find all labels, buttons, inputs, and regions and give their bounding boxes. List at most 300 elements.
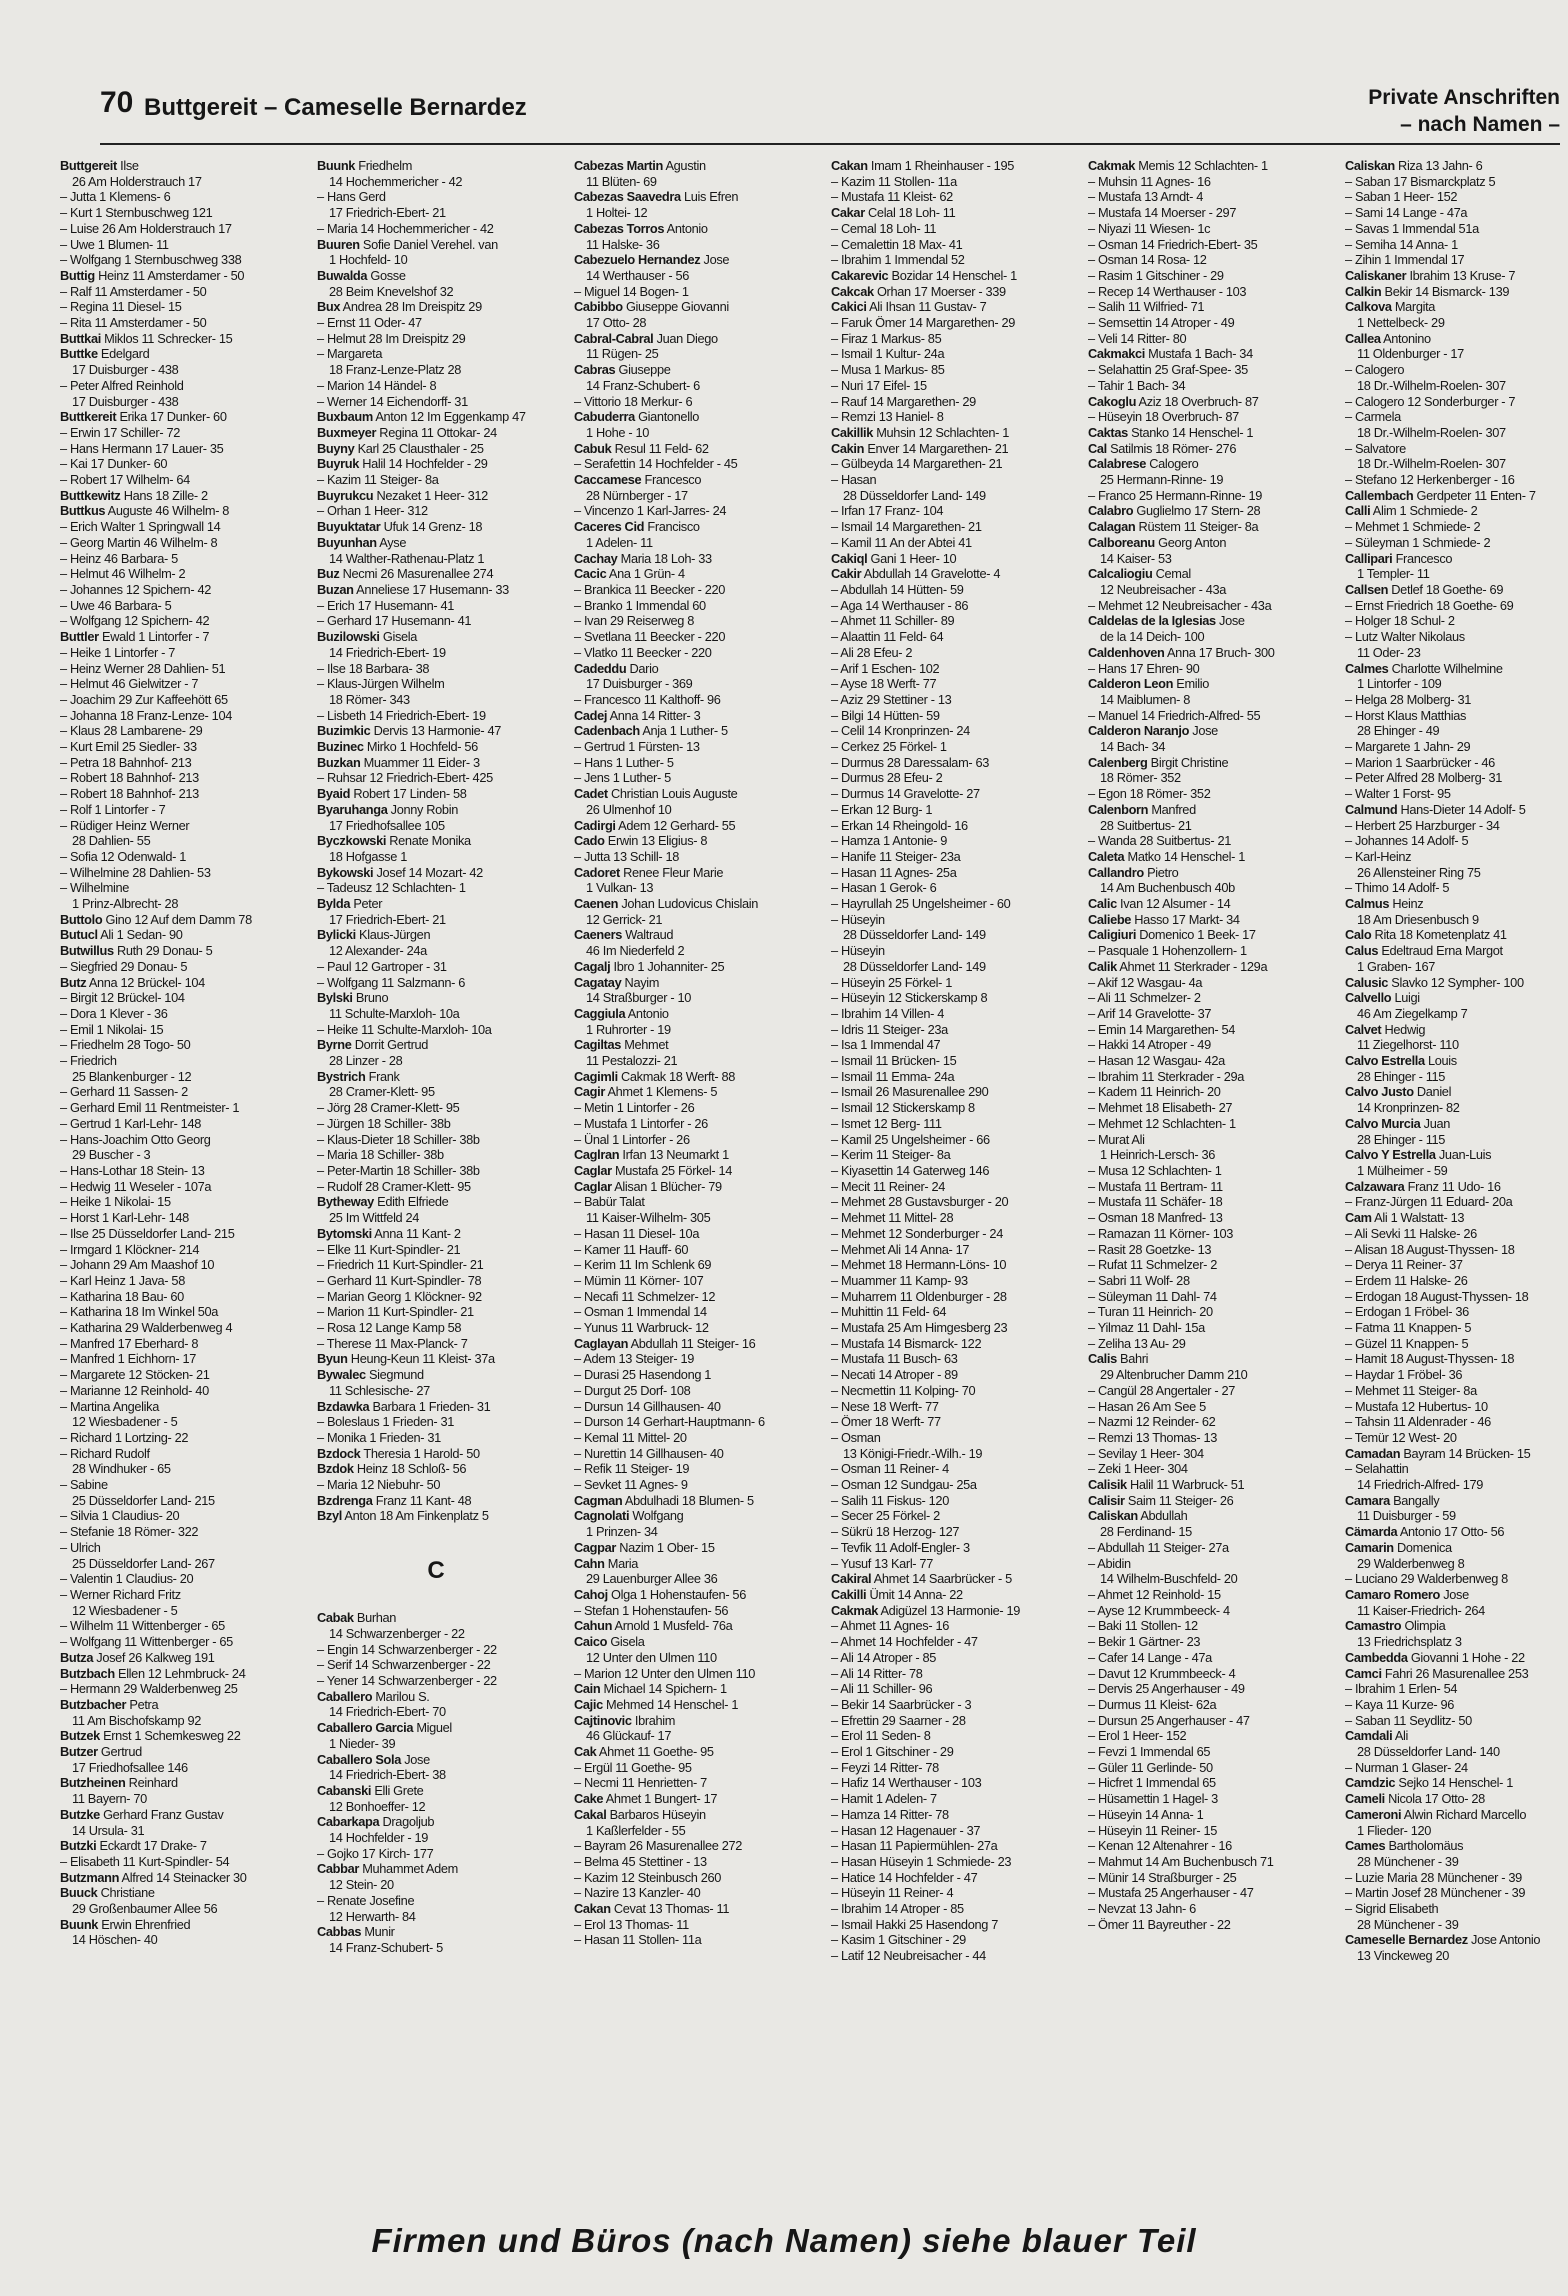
directory-entry: Cakan Cevat 13 Thomas- 11: [574, 1901, 730, 1917]
directory-entry: Cagman Abdulhadi 18 Blumen- 5: [574, 1492, 754, 1508]
directory-subentry: – Mustafa 13 Arndt- 4: [1088, 189, 1204, 205]
directory-entry: Caballero Garcia Miguel: [317, 1720, 452, 1736]
directory-entry-continuation: 1 Heinrich-Lersch- 36: [1100, 1147, 1215, 1163]
directory-entry: Cabezas Torros Antonio: [574, 220, 708, 236]
directory-subentry: – Vlatko 11 Beecker - 220: [574, 644, 712, 660]
directory-subentry: – Selahattin: [1345, 1461, 1409, 1477]
directory-subentry: – Erwin 17 Schiller- 72: [60, 424, 180, 440]
directory-entry: Buttler Ewald 1 Lintorfer - 7: [60, 629, 210, 645]
directory-subentry: – Yusuf 13 Karl- 77: [831, 1555, 933, 1571]
directory-entry-continuation: 11 Halske- 36: [586, 236, 660, 252]
directory-subentry: – Sabine: [60, 1477, 108, 1493]
directory-subentry: – Hamza 14 Ritter- 78: [831, 1806, 949, 1822]
directory-subentry: – Jutta 1 Klemens- 6: [60, 189, 171, 205]
directory-entry-continuation: 1 Holtei- 12: [586, 205, 648, 221]
directory-entry: Butz Anna 12 Brückel- 104: [60, 974, 205, 990]
directory-subentry: – Abdullah 14 Hütten- 59: [831, 581, 964, 597]
directory-entry-continuation: 28 Düsseldorfer Land- 149: [843, 927, 986, 943]
directory-entry-continuation: 14 Ursula- 31: [72, 1822, 145, 1838]
directory-subentry: – Sevilay 1 Heer- 304: [1088, 1445, 1204, 1461]
directory-entry: Cabezas Martin Agustin: [574, 158, 706, 173]
directory-entry: Calderon Leon Emilio: [1088, 676, 1209, 692]
directory-entry: Caballero Sola Jose: [317, 1751, 430, 1767]
directory-entry: Butzmann Alfred 14 Steinacker 30: [60, 1869, 247, 1885]
directory-subentry: – Zeliha 13 Au- 29: [1088, 1335, 1186, 1351]
directory-entry-continuation: 1 Nettelbeck- 29: [1357, 315, 1445, 331]
directory-subentry: – Hans 1 Luther- 5: [574, 754, 674, 770]
directory-subentry: – Hans-Lothar 18 Stein- 13: [60, 1163, 205, 1178]
directory-subentry: – Friedhelm 28 Togo- 50: [60, 1037, 191, 1053]
directory-subentry: – Savas 1 Immendal 51a: [1345, 220, 1479, 236]
directory-entry-continuation: 26 Am Holderstrauch 17: [72, 173, 202, 189]
directory-entry: Bzdawka Barbara 1 Frieden- 31: [317, 1398, 491, 1414]
directory-subentry: – Tevfik 11 Adolf-Engler- 3: [831, 1539, 970, 1555]
directory-entry-continuation: 17 Duisburger - 438: [72, 362, 179, 378]
directory-entry-continuation: 1 Templer- 11: [1357, 566, 1430, 582]
directory-subentry: – Jutta 13 Schill- 18: [574, 848, 680, 864]
directory-entry-continuation: 29 Großenbaumer Allee 56: [72, 1901, 218, 1917]
directory-entry-continuation: 14 Friedrich-Alfred- 179: [1357, 1477, 1484, 1493]
directory-subentry: – Ibrahim 1 Erlen- 54: [1345, 1681, 1458, 1697]
directory-entry: Cakici Ali Ihsan 11 Gustav- 7: [831, 299, 987, 315]
directory-entry-continuation: 46 Am Ziegelkamp 7: [1357, 1005, 1468, 1021]
directory-entry: Buttkewitz Hans 18 Zille- 2: [60, 487, 208, 503]
directory-entry: Cadej Anna 14 Ritter- 3: [574, 707, 701, 723]
directory-entry-continuation: 1 Adelen- 11: [586, 534, 653, 550]
directory-subentry: – Kemal 11 Mittel- 20: [574, 1429, 687, 1445]
directory-subentry: – Marion 1 Saarbrücker - 46: [1345, 754, 1495, 770]
directory-subentry: – Musa 1 Markus- 85: [831, 362, 945, 378]
directory-subentry: – Faruk Ömer 14 Margarethen- 29: [831, 315, 1016, 331]
page-title: Buttgereit – Cameselle Bernardez: [144, 94, 527, 121]
directory-subentry: – Hafiz 14 Werthauser - 103: [831, 1775, 982, 1791]
directory-entry: Cakin Enver 14 Margarethen- 21: [831, 440, 1009, 456]
directory-subentry: – Belma 45 Stettiner - 13: [574, 1853, 707, 1869]
directory-entry: Callipari Francesco: [1345, 550, 1453, 566]
directory-entry-continuation: 18 Am Driesenbusch 9: [1357, 911, 1479, 927]
directory-subentry: – Ruhsar 12 Friedrich-Ebert- 425: [317, 770, 493, 786]
directory-subentry: – Ergül 11 Goethe- 95: [574, 1759, 692, 1775]
directory-entry: Buttgereit Ilse: [60, 158, 139, 173]
directory-entry-continuation: 28 Nürnberger - 17: [586, 487, 688, 503]
directory-subentry: – Hans 17 Ehren- 90: [1088, 660, 1200, 676]
directory-subentry: – Hüseyin 14 Anna- 1: [1088, 1806, 1204, 1822]
directory-subentry: – Wolfgang 12 Spichern- 42: [60, 613, 210, 629]
directory-subentry: – Hasan 11 Stollen- 11a: [574, 1932, 702, 1948]
directory-entry: Caliebe Hasso 17 Markt- 34: [1088, 911, 1240, 927]
directory-subentry: – Refik 11 Steiger- 19: [574, 1461, 690, 1477]
directory-entry: Buwalda Gosse: [317, 267, 406, 283]
directory-entry: Byun Heung-Keun 11 Kleist- 37a: [317, 1351, 495, 1367]
directory-subentry: – Egon 18 Römer- 352: [1088, 786, 1211, 802]
directory-entry: Buzan Anneliese 17 Husemann- 33: [317, 581, 509, 597]
directory-subentry: – Adem 13 Steiger- 19: [574, 1351, 694, 1367]
directory-subentry: – Sigrid Elisabeth: [1345, 1901, 1439, 1917]
directory-subentry: – Yilmaz 11 Dahl- 15a: [1088, 1320, 1205, 1336]
directory-entry: Cakmak Adigüzel 13 Harmonie- 19: [831, 1602, 1021, 1618]
directory-entry-continuation: 18 Römer- 343: [329, 691, 410, 707]
directory-entry: Cagimli Cakmak 18 Werft- 88: [574, 1068, 736, 1084]
directory-entry: Calvello Luigi: [1345, 990, 1420, 1006]
directory-subentry: – Margarete 1 Jahn- 29: [1345, 739, 1471, 755]
directory-entry: Caliskan Riza 13 Jahn- 6: [1345, 158, 1483, 173]
directory-entry-continuation: 11 Duisburger - 59: [1357, 1508, 1456, 1524]
directory-subentry: – Hayrullah 25 Ungelsheimer - 60: [831, 896, 1011, 912]
directory-subentry: – Silvia 1 Claudius- 20: [60, 1508, 180, 1524]
directory-entry-continuation: 28 Münchener - 39: [1357, 1916, 1459, 1932]
directory-subentry: – Ibrahim 14 Villen- 4: [831, 1005, 944, 1021]
directory-subentry: – Mustafa 25 Angerhauser - 47: [1088, 1885, 1254, 1901]
directory-subentry: – Hüseyin: [831, 943, 885, 959]
directory-entry: Calis Bahri: [1088, 1351, 1149, 1367]
directory-subentry: – Kazim 11 Steiger- 8a: [317, 472, 439, 488]
directory-entry-continuation: 11 Schlesische- 27: [329, 1382, 430, 1398]
section-letter: C: [427, 1557, 445, 1585]
directory-subentry: – Süleyman 1 Schmiede- 2: [1345, 534, 1491, 550]
directory-subentry: – Sami 14 Lange - 47a: [1345, 205, 1468, 221]
directory-subentry: – Mehmet 12 Sonderburger - 24: [831, 1225, 1003, 1241]
directory-subentry: – Rita 11 Amsterdamer - 50: [60, 315, 207, 331]
directory-entry-continuation: 12 Alexander- 24a: [329, 943, 427, 959]
directory-subentry: – Erol 11 Seden- 8: [831, 1728, 931, 1744]
directory-subentry: – Fevzi 1 Immendal 65: [1088, 1744, 1211, 1760]
directory-subentry: – Cangül 28 Angertaler - 27: [1088, 1382, 1236, 1398]
directory-entry: Cakilli Ümit 14 Anna- 22: [831, 1586, 963, 1602]
directory-subentry: – Walter 1 Forst- 95: [1345, 786, 1451, 802]
directory-entry-continuation: 25 Im Wittfeld 24: [329, 1210, 420, 1226]
directory-entry-continuation: 28 Dahlien- 55: [72, 833, 151, 849]
directory-subentry: – Ismail 14 Margarethen- 21: [831, 519, 982, 535]
directory-entry-continuation: 12 Stein- 20: [329, 1877, 394, 1893]
directory-subentry: – Cemalettin 18 Max- 41: [831, 236, 963, 252]
directory-subentry: – Efrettin 29 Saarner - 28: [831, 1712, 966, 1728]
directory-subentry: – Salih 11 Wilfried- 71: [1088, 299, 1205, 315]
directory-entry-continuation: 17 Friedrich-Ebert- 21: [329, 911, 446, 927]
directory-entry-continuation: 18 Franz-Lenze-Platz 28: [329, 362, 462, 378]
directory-entry-continuation: 1 Kaßlerfelder - 55: [586, 1822, 686, 1838]
directory-subentry: – Johanna 18 Franz-Lenze- 104: [60, 707, 232, 723]
directory-entry-continuation: 18 Hofgasse 1: [329, 848, 407, 864]
directory-subentry: – Arif 1 Eschen- 102: [831, 660, 940, 676]
directory-column-5: [1088, 158, 1326, 2176]
directory-subentry: – Rosa 12 Lange Kamp 58: [317, 1320, 462, 1336]
directory-entry: Bylicki Klaus-Jürgen: [317, 927, 431, 943]
directory-subentry: – Hedwig 11 Weseler - 107a: [60, 1178, 212, 1194]
directory-subentry: – Lutz Walter Nikolaus: [1345, 629, 1465, 645]
directory-entry: Camara Bangally: [1345, 1492, 1440, 1508]
directory-entry: Cabibbo Giuseppe Giovanni: [574, 299, 729, 315]
directory-subentry: – Kerim 11 Im Schlenk 69: [574, 1257, 712, 1273]
page-number: 70: [100, 86, 134, 119]
directory-subentry: – Serif 14 Schwarzenberger - 22: [317, 1657, 491, 1673]
directory-subentry: – Wilhelm 11 Wittenberger - 65: [60, 1618, 225, 1634]
directory-subentry: – Sükrü 18 Herzog- 127: [831, 1524, 960, 1540]
directory-subentry: – Ali 14 Ritter- 78: [831, 1665, 923, 1681]
directory-subentry: – Heike 11 Schulte-Marxloh- 10a: [317, 1021, 492, 1037]
directory-subentry: – Ulrich: [60, 1539, 101, 1555]
directory-subentry: – Güler 11 Gerlinde- 50: [1088, 1759, 1213, 1775]
directory-subentry: – Vincenzo 1 Karl-Jarres- 24: [574, 503, 727, 519]
directory-entry: Cameroni Alwin Richard Marcello: [1345, 1806, 1527, 1822]
directory-subentry: – Necati 14 Atroper - 89: [831, 1367, 958, 1383]
directory-subentry: – Kamil 11 An der Abtei 41: [831, 534, 972, 550]
directory-entry-continuation: 1 Ruhrorter - 19: [586, 1021, 671, 1037]
directory-subentry: – Kenan 12 Altenahrer - 16: [1088, 1838, 1232, 1854]
directory-entry-continuation: 11 Oldenburger - 17: [1357, 346, 1464, 362]
directory-subentry: – Wolfgang 1 Sternbuschweg 338: [60, 252, 242, 268]
directory-subentry: – Hüseyin 11 Reiner- 4: [831, 1885, 954, 1901]
directory-subentry: – Elke 11 Kurt-Spindler- 21: [317, 1241, 461, 1257]
directory-entry-continuation: 28 Beim Knevelshof 32: [329, 283, 454, 299]
directory-subentry: – Dursun 25 Angerhauser - 47: [1088, 1712, 1250, 1728]
directory-entry-continuation: 14 Friedrich-Ebert- 19: [329, 644, 446, 660]
directory-subentry: – Manfred 17 Eberhard- 8: [60, 1335, 199, 1351]
directory-subentry: – Helmut 28 Im Dreispitz 29: [317, 330, 466, 346]
directory-entry: Bzdok Heinz 18 Schloß- 56: [317, 1461, 467, 1477]
directory-subentry: – Hüseyin: [831, 911, 885, 927]
directory-subentry: – Osman 18 Manfred- 13: [1088, 1210, 1223, 1226]
directory-entry: Butzer Gertrud: [60, 1744, 142, 1760]
directory-subentry: – Nuri 17 Eifel- 15: [831, 377, 927, 393]
directory-subentry: – Hatice 14 Hochfelder - 47: [831, 1869, 978, 1885]
directory-entry: Calmund Hans-Dieter 14 Adolf- 5: [1345, 801, 1526, 817]
directory-entry: Cabuk Resul 11 Feld- 62: [574, 440, 709, 456]
directory-subentry: – Hüseyin 12 Stickerskamp 8: [831, 990, 988, 1006]
directory-subentry: – Erdem 11 Halske- 26: [1345, 1272, 1468, 1288]
directory-subentry: – Wilhelmine: [60, 880, 130, 896]
directory-entry: Cabezas Saavedra Luis Efren: [574, 189, 739, 205]
directory-subentry: – Zeki 1 Heer- 304: [1088, 1461, 1188, 1477]
directory-entry: Calli Alim 1 Schmiede- 2: [1345, 503, 1478, 519]
directory-entry: Cakar Celal 18 Loh- 11: [831, 205, 956, 221]
directory-subentry: – Ayse 18 Werft- 77: [831, 676, 937, 692]
directory-entry: Buunk Friedhelm: [317, 158, 413, 173]
directory-entry-continuation: 28 Münchener - 39: [1357, 1853, 1459, 1869]
directory-entry-continuation: 14 Höschen- 40: [72, 1932, 158, 1948]
directory-entry: Cadenbach Anja 1 Luther- 5: [574, 723, 728, 739]
directory-subentry: – Ahmet 11 Agnes- 16: [831, 1618, 949, 1634]
directory-subentry: – Muammer 11 Kamp- 93: [831, 1272, 968, 1288]
directory-subentry: – Ilse 25 Düsseldorfer Land- 215: [60, 1225, 235, 1241]
directory-subentry: – Cemal 18 Loh- 11: [831, 220, 937, 236]
directory-subentry: – Yunus 11 Warbruck- 12: [574, 1320, 709, 1336]
directory-entry: Buzilowski Gisela: [317, 629, 418, 645]
directory-entry-continuation: 46 Im Niederfeld 2: [586, 943, 685, 959]
directory-entry: Cameli Nicola 17 Otto- 28: [1345, 1791, 1485, 1807]
directory-entry: Caglar Alisan 1 Blücher- 79: [574, 1178, 722, 1194]
directory-entry: Cakmakci Mustafa 1 Bach- 34: [1088, 346, 1253, 362]
directory-subentry: – Katharina 18 Bau- 60: [60, 1288, 184, 1304]
directory-subentry: – Therese 11 Max-Planck- 7: [317, 1335, 468, 1351]
directory-entry-continuation: 29 Walderbenweg 8: [1357, 1555, 1465, 1571]
directory-subentry: – Luciano 29 Walderbenweg 8: [1345, 1571, 1508, 1587]
directory-subentry: – Ahmet 11 Schiller- 89: [831, 613, 955, 629]
directory-subentry: – Klaus-Dieter 18 Schiller- 38b: [317, 1131, 480, 1147]
directory-subentry: – Necmi 11 Henrietten- 7: [574, 1775, 707, 1791]
directory-entry: Cak Ahmet 11 Goethe- 95: [574, 1744, 714, 1760]
directory-subentry: – Gojko 17 Kirch- 177: [317, 1845, 434, 1861]
directory-subentry: – Brankica 11 Beecker - 220: [574, 581, 726, 597]
directory-entry: Cakir Abdullah 14 Gravelotte- 4: [831, 566, 1001, 582]
directory-entry: Calderon Naranjo Jose: [1088, 723, 1218, 739]
directory-entry: Buttkai Miklos 11 Schrecker- 15: [60, 330, 233, 346]
directory-subentry: – Mehmet 18 Hermann-Löns- 10: [831, 1257, 1007, 1273]
directory-subentry: – Mustafa 12 Hubertus- 10: [1345, 1398, 1488, 1414]
directory-column-1: [60, 158, 298, 2176]
directory-subentry: – Sofia 12 Odenwald- 1: [60, 848, 187, 864]
directory-entry: Buttig Heinz 11 Amsterdamer - 50: [60, 267, 245, 283]
directory-subentry: – Ralf 11 Amsterdamer - 50: [60, 283, 207, 299]
directory-entry: Cabbar Muhammet Adem: [317, 1861, 458, 1877]
directory-entry-continuation: 28 Windhuker - 65: [72, 1461, 171, 1477]
directory-subentry: – Heinz 46 Barbara- 5: [60, 550, 178, 566]
directory-subentry: – Süleyman 11 Dahl- 74: [1088, 1288, 1217, 1304]
directory-subentry: – Monika 1 Frieden- 31: [317, 1429, 441, 1445]
directory-entry: Bylda Peter: [317, 896, 383, 912]
directory-entry: Buttkus Auguste 46 Wilhelm- 8: [60, 503, 230, 519]
directory-subentry: – Haydar 1 Fröbel- 36: [1345, 1367, 1463, 1383]
directory-subentry: – Erol 13 Thomas- 11: [574, 1916, 689, 1932]
section-heading: [1368, 84, 1560, 138]
directory-entry: Butzke Gerhard Franz Gustav: [60, 1806, 224, 1822]
directory-subentry: – Holger 18 Schul- 2: [1345, 613, 1455, 629]
directory-entry: Calmus Heinz: [1345, 896, 1424, 912]
directory-subentry: – Marion 12 Unter den Ulmen 110: [574, 1665, 755, 1681]
directory-entry: Cadet Christian Louis Auguste: [574, 786, 738, 802]
directory-entry: Cakcak Orhan 17 Moerser - 339: [831, 283, 1006, 299]
directory-entry: Calzawara Franz 11 Udo- 16: [1345, 1178, 1501, 1194]
directory-subentry: – Kiyasettin 14 Gaterweg 146: [831, 1163, 990, 1178]
directory-subentry: – Mustafa 14 Bismarck- 122: [831, 1335, 982, 1351]
directory-subentry: – Kaya 11 Kurze- 96: [1345, 1696, 1455, 1712]
directory-entry: Caballero Marilou S.: [317, 1688, 430, 1704]
directory-subentry: – Hasan 11 Papiermühlen- 27a: [831, 1838, 998, 1854]
directory-subentry: – Martin Josef 28 Münchener - 39: [1345, 1885, 1526, 1901]
directory-subentry: – Salih 11 Fiskus- 120: [831, 1492, 949, 1508]
directory-entry-continuation: 17 Friedhofsallee 105: [329, 817, 445, 833]
directory-subentry: – Isa 1 Immendal 47: [831, 1037, 941, 1053]
directory-subentry: – Nazire 13 Kanzler- 40: [574, 1885, 701, 1901]
directory-entry-continuation: 1 Graben- 167: [1357, 958, 1435, 974]
directory-entry: Cain Michael 14 Spichern- 1: [574, 1681, 727, 1697]
directory-subentry: – Semiha 14 Anna- 1: [1345, 236, 1458, 252]
directory-subentry: – Birgit 12 Brückel- 104: [60, 990, 185, 1006]
directory-subentry: – Cerkez 25 Förkel- 1: [831, 739, 947, 755]
directory-entry: Buyuktatar Ufuk 14 Grenz- 18: [317, 519, 483, 535]
directory-entry-continuation: 12 Herwarth- 84: [329, 1908, 416, 1924]
directory-subentry: – Secer 25 Förkel- 2: [831, 1508, 940, 1524]
directory-entry: Camdali Ali: [1345, 1728, 1409, 1744]
directory-entry: Bytomski Anna 11 Kant- 2: [317, 1225, 461, 1241]
directory-entry: Butzbacher Petra: [60, 1696, 159, 1712]
directory-subentry: – Ibrahim 14 Atroper - 85: [831, 1901, 964, 1917]
directory-entry: Caldelas de la Iglesias Jose: [1088, 613, 1245, 629]
directory-subentry: – Calogero: [1345, 362, 1405, 378]
directory-subentry: – Muhsin 11 Agnes- 16: [1088, 173, 1211, 189]
directory-subentry: – Mahmut 14 Am Buchenbusch 71: [1088, 1853, 1274, 1869]
directory-entry: Camarin Domenica: [1345, 1539, 1452, 1555]
directory-subentry: – Martina Angelika: [60, 1398, 159, 1414]
directory-subentry: – Alaattin 11 Feld- 64: [831, 629, 944, 645]
directory-subentry: – Ahmet 14 Hochfelder - 47: [831, 1634, 978, 1650]
directory-subentry: – Horst Klaus Matthias: [1345, 707, 1467, 723]
directory-entry: Buzkan Muammer 11 Eider- 3: [317, 754, 480, 770]
directory-entry: Buyunhan Ayse: [317, 534, 407, 550]
directory-subentry: – Pasquale 1 Hohenzollern- 1: [1088, 943, 1247, 959]
directory-entry-continuation: 1 Hohe - 10: [586, 424, 650, 440]
directory-subentry: – Mümin 11 Körner- 107: [574, 1272, 704, 1288]
directory-entry-continuation: 28 Suitbertus- 21: [1100, 817, 1192, 833]
directory-subentry: – Erkan 12 Burg- 1: [831, 801, 933, 817]
directory-subentry: – Hamza 1 Antonie- 9: [831, 833, 948, 849]
directory-subentry: – Mustafa 11 Busch- 63: [831, 1351, 958, 1367]
directory-subentry: – Peter Alfred Reinhold: [60, 377, 184, 393]
directory-entry: Camdzic Sejko 14 Henschel- 1: [1345, 1775, 1514, 1791]
directory-subentry: – Ismail 11 Brücken- 15: [831, 1053, 957, 1069]
directory-subentry: – Osman 14 Friedrich-Ebert- 35: [1088, 236, 1258, 252]
directory-entry: Butzheinen Reinhard: [60, 1775, 178, 1791]
directory-entry: Caliskan Abdullah: [1088, 1508, 1188, 1524]
directory-subentry: – Durmus 14 Gravelotte- 27: [831, 786, 980, 802]
directory-entry: Cabuderra Giantonello: [574, 409, 699, 425]
directory-subentry: – Mehmet Ali 14 Anna- 17: [831, 1241, 970, 1257]
directory-subentry: – Luise 26 Am Holderstrauch 17: [60, 220, 232, 236]
directory-entry: Buyrukcu Nezaket 1 Heer- 312: [317, 487, 488, 503]
directory-subentry: – Joachim 29 Zur Kaffeehött 65: [60, 691, 228, 707]
directory-entry: Camci Fahri 26 Masurenallee 253: [1345, 1665, 1529, 1681]
directory-entry: Caggiula Antonio: [574, 1005, 669, 1021]
directory-entry: Bykowski Josef 14 Mozart- 42: [317, 864, 483, 880]
directory-subentry: – Nurettin 14 Gillhausen- 40: [574, 1445, 724, 1461]
directory-subentry: – Hüseyin 25 Förkel- 1: [831, 974, 953, 990]
directory-subentry: – Abdullah 11 Steiger- 27a: [1088, 1539, 1229, 1555]
directory-entry-continuation: 17 Friedrich-Ebert- 21: [329, 205, 446, 221]
directory-subentry: – Münir 14 Straßburger - 25: [1088, 1869, 1237, 1885]
directory-subentry: – Erkan 14 Rheingold- 16: [831, 817, 968, 833]
directory-entry: Butucl Ali 1 Sedan- 90: [60, 927, 183, 943]
directory-subentry: – Ernst 11 Oder- 47: [317, 315, 422, 331]
directory-entry: Calik Ahmet 11 Sterkrader - 129a: [1088, 958, 1268, 974]
directory-subentry: – Firaz 1 Markus- 85: [831, 330, 942, 346]
directory-subentry: – Richard 1 Lortzing- 22: [60, 1429, 189, 1445]
directory-column-2: [317, 158, 555, 2176]
directory-subentry: – Klaus 28 Lambarene- 29: [60, 723, 203, 739]
directory-subentry: – Manfred 1 Eichhorn- 17: [60, 1351, 197, 1367]
directory-subentry: – Gerhard Emil 11 Rentmeister- 1: [60, 1100, 240, 1116]
directory-entry: Calagan Rüstem 11 Steiger- 8a: [1088, 519, 1259, 535]
directory-entry: Caktas Stanko 14 Henschel- 1: [1088, 424, 1254, 440]
directory-entry: Bzdock Theresia 1 Harold- 50: [317, 1445, 480, 1461]
directory-subentry: – Akif 12 Wasgau- 4a: [1088, 974, 1203, 990]
directory-subentry: – Ismail 11 Emma- 24a: [831, 1068, 955, 1084]
directory-subentry: – Maria 18 Schiller- 38b: [317, 1147, 444, 1163]
directory-entry: Cagiltas Mehmet: [574, 1037, 669, 1053]
directory-subentry: – Margareta: [317, 346, 383, 362]
directory-subentry: – Latif 12 Neubreisacher - 44: [831, 1948, 986, 1964]
directory-subentry: – Cafer 14 Lange - 47a: [1088, 1649, 1212, 1665]
directory-subentry: – Irmgard 1 Klöckner- 214: [60, 1241, 200, 1257]
directory-subentry: – Gülbeyda 14 Margarethen- 21: [831, 456, 1003, 472]
directory-subentry: – Salvatore: [1345, 440, 1406, 456]
directory-subentry: – Ramazan 11 Körner- 103: [1088, 1225, 1234, 1241]
directory-entry: Calvo Justo Daniel: [1345, 1084, 1452, 1100]
directory-entry-continuation: 25 Düsseldorfer Land- 267: [72, 1555, 215, 1571]
directory-entry-continuation: 11 Schulte-Marxloh- 10a: [329, 1005, 460, 1021]
directory-subentry: – Marion 11 Kurt-Spindler- 21: [317, 1304, 474, 1320]
directory-entry: Cabarkapa Dragoljub: [317, 1814, 435, 1830]
directory-subentry: – Friedrich 11 Kurt-Spindler- 21: [317, 1257, 484, 1273]
directory-subentry: – Hasan 12 Wasgau- 42a: [1088, 1053, 1225, 1069]
